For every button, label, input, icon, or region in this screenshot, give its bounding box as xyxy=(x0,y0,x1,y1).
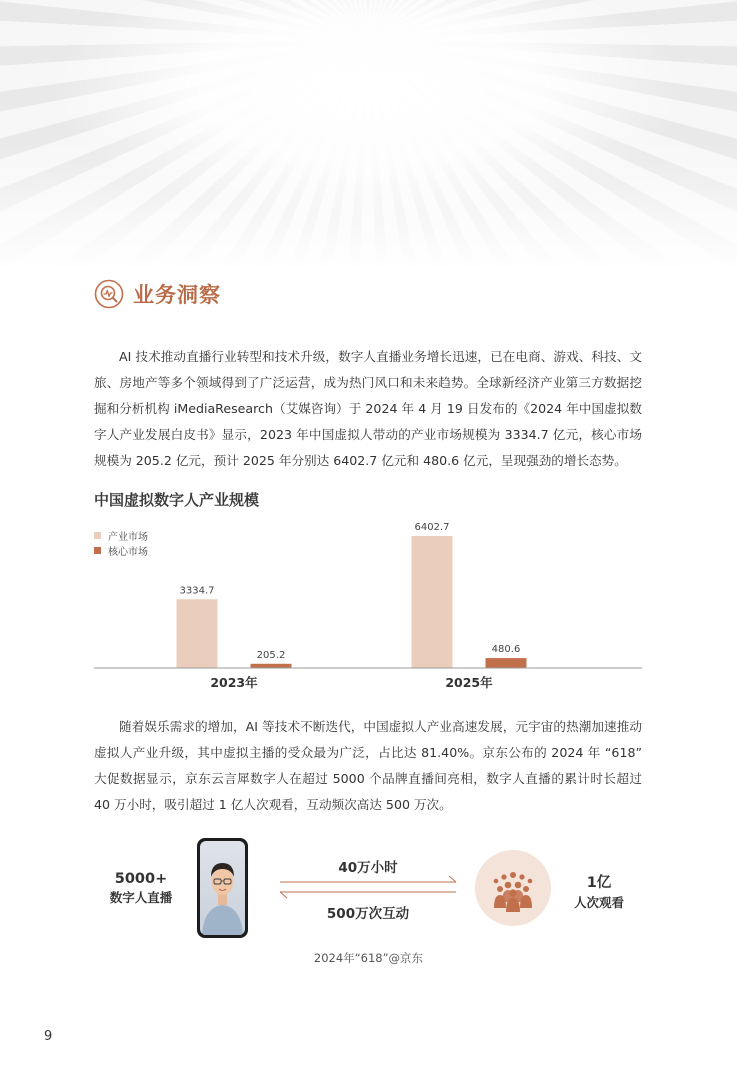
value-label-industry-1: 6402.7 xyxy=(414,522,450,533)
bar-core-0 xyxy=(251,664,292,668)
duration-label: 40万小时 xyxy=(338,860,398,876)
legend-label-core: 核心市场 xyxy=(108,547,148,558)
x-tick-label-1: 2025年 xyxy=(445,675,493,690)
digital-human-avatar xyxy=(200,841,245,935)
value-label-core-1: 480.6 xyxy=(491,644,521,656)
second-paragraph: 随着娱乐需求的增加，AI 等技术不断迭代，中国虚拟人产业高速发展，元宇宙的热潮加速推动虚拟人产业升级，其中虚拟主播的受众最为广泛，占比达 81.40%。京东公布的 2024 年 “618” 大促数据显示，京东云言犀数字人在超过 5000 个品牌直播间亮相，数字人直播的累计时长超过 40 万小时，吸引超过 1 亿人次观看，互动频次高达 500 万次。 xyxy=(94,719,642,812)
bar-industry-0 xyxy=(177,599,218,668)
phone-screen xyxy=(200,841,245,935)
viewers-label: 人次观看 xyxy=(573,895,624,910)
viewers-stat xyxy=(562,871,636,911)
chart-title: 中国虚拟数字人产业规模 xyxy=(94,491,260,509)
page-number: 9 xyxy=(44,1029,53,1044)
bar-core-1 xyxy=(486,658,527,668)
live-count-stat xyxy=(100,871,182,906)
live-count-label: 数字人直播 xyxy=(109,890,173,905)
x-tick-label-0: 2023年 xyxy=(210,675,258,690)
interaction-label: 500万次互动 xyxy=(326,906,410,922)
viewers-value: 1亿 xyxy=(586,875,612,891)
crowd-circle xyxy=(475,850,551,926)
live-count-value: 5000+ xyxy=(114,871,168,887)
bar-industry-1 xyxy=(412,536,453,668)
intro-paragraph: AI 技术推动直播行业转型和技术升级，数字人直播业务增长迅速，已在电商、游戏、科技、文旅、房地产等多个领域得到了广泛运营，成为热门风口和未来趋势。全球新经济产业第三方数据挖掘和分析机构 iMediaResearch（艾媒咨询）于 2024 年 4 月 19 日发布的《2024 年中国虚拟数字人产业发展白皮书》显示，2023 年中国虚拟人带动的产业市场规模为 3334.7 亿元，核心市场规模为 205.2 亿元，预计 2025 年分别达 6402.7 亿元和 480.6 亿元，呈现强劲的增长态势。 xyxy=(94,349,642,468)
legend-label-industry: 产业市场 xyxy=(108,532,148,543)
infographic-caption: 2024年“618”@京东 xyxy=(313,951,424,965)
section-title: 业务洞察 xyxy=(133,283,221,307)
phone-avatar-icon xyxy=(197,838,248,938)
crowd-icon xyxy=(475,850,551,926)
value-label-industry-0: 3334.7 xyxy=(179,585,215,597)
value-label-core-0: 205.2 xyxy=(256,649,286,661)
